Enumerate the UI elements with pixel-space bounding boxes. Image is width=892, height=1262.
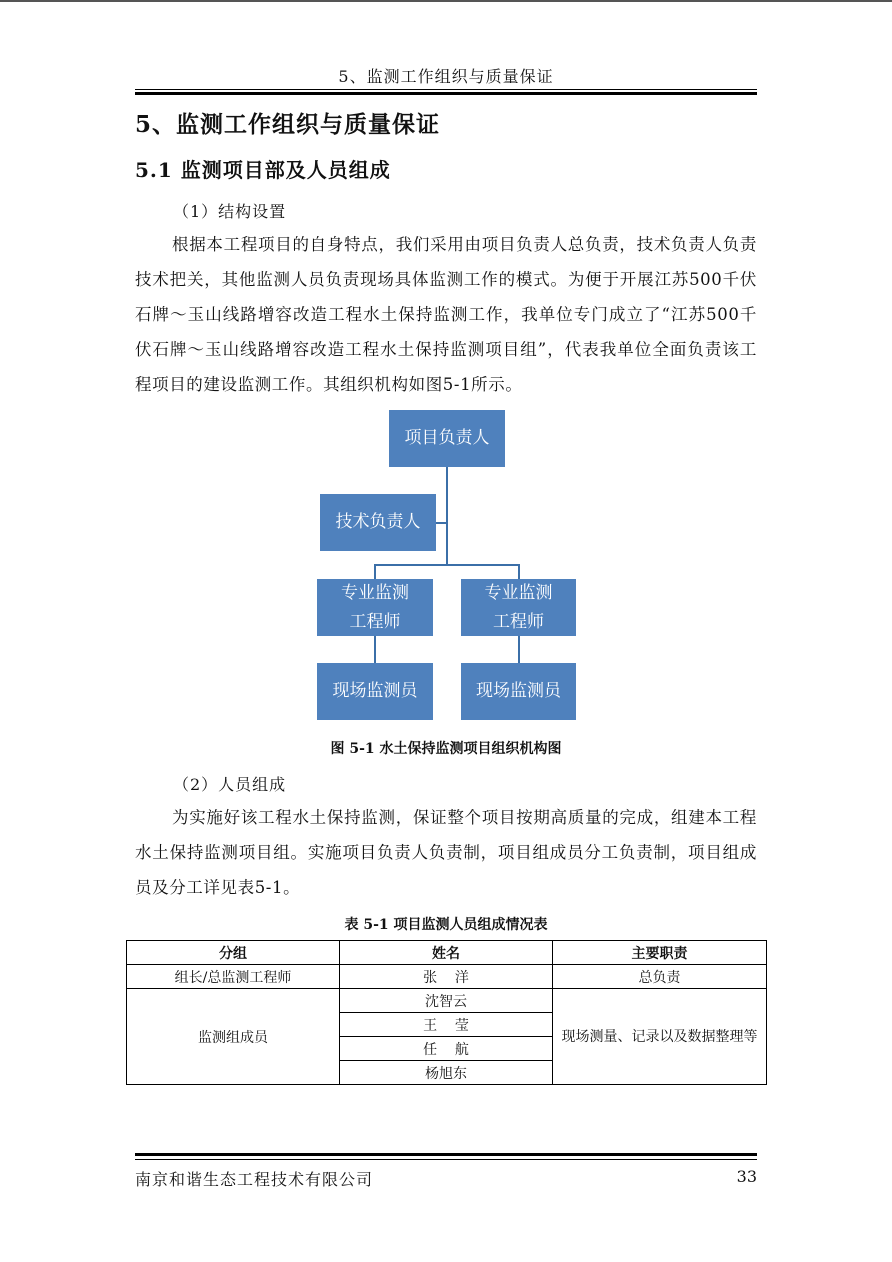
table-row	[127, 965, 767, 989]
subsection-title: 5.1 监测项目部及人员组成	[135, 158, 391, 182]
footer-rule-thick	[135, 1153, 757, 1156]
org-box-label: 现场监测员	[332, 681, 418, 701]
column-header-name: 姓名	[340, 941, 553, 965]
org-box-field-right	[461, 663, 576, 720]
cell-duty: 总负责	[553, 965, 767, 989]
page-top-edge	[0, 0, 892, 2]
column-header-group: 分组	[127, 941, 340, 965]
table-title: 表 5-1 项目监测人员组成情况表	[344, 917, 548, 933]
part2-paragraph: 为实施好该工程水土保持监测，保证整个项目按期高质量的完成，组建本工程水土保持监测项目组。实施项目负责人负责制，项目组成员分工负责制，项目组成员及分工详见表5-1。	[135, 808, 757, 897]
figure-caption: 图 5-1 水土保持监测项目组织机构图	[330, 741, 562, 757]
org-box-label: 技术负责人	[335, 512, 421, 532]
org-box-label: 专业监测 工程师	[484, 582, 553, 632]
org-box-tech-leader	[320, 494, 436, 551]
org-box-engineer-right	[461, 579, 576, 636]
org-box-field-left	[317, 663, 433, 720]
part2-heading: （2）人员组成	[173, 775, 287, 794]
header-rule-thin	[135, 89, 757, 90]
cell-group: 监测组成员	[127, 989, 340, 1085]
connector-right-field	[518, 636, 520, 663]
cell-group: 组长/总监测工程师	[127, 965, 340, 989]
section-title: 5、监测工作组织与质量保证	[135, 111, 441, 138]
connector-horizontal	[374, 564, 520, 566]
cell-name: 王 莹	[340, 1013, 553, 1037]
footer-company: 南京和谐生态工程技术有限公司	[135, 1170, 374, 1189]
org-box-label: 专业监测 工程师	[341, 582, 409, 632]
table-header-row	[127, 941, 767, 965]
running-header: 5、监测工作组织与质量保证	[338, 67, 554, 86]
org-box-label: 项目负责人	[404, 428, 490, 448]
cell-name: 沈智云	[340, 989, 553, 1013]
footer-rule-thin	[135, 1159, 757, 1160]
column-header-duty: 主要职责	[553, 941, 767, 965]
part1-heading: （1）结构设置	[173, 202, 287, 221]
staff-table	[126, 940, 767, 1085]
org-box-engineer-left	[317, 579, 433, 636]
cell-name: 张 洋	[340, 965, 553, 989]
cell-name: 杨旭东	[340, 1061, 553, 1085]
cell-name: 任 航	[340, 1037, 553, 1061]
org-box-label: 现场监测员	[476, 681, 561, 701]
cell-duty-text: 现场测量、记录以及数据整理等	[561, 1028, 758, 1045]
page-number: 33	[736, 1167, 757, 1186]
connector-tech	[436, 522, 447, 524]
org-box-project-leader	[389, 410, 505, 467]
connector-left-field	[374, 636, 376, 663]
header-rule-thick	[135, 92, 757, 95]
table-row	[127, 989, 767, 1013]
connector-vertical-main	[446, 467, 448, 565]
part1-paragraph: 根据本工程项目的自身特点，我们采用由项目负责人总负责，技术负责人负责技术把关，其他监测人员负责现场具体监测工作的模式。为便于开展江苏500千伏石牌～玉山线路增容改造工程水土保持监测工作，我单位专门成立了“江苏500千伏石牌～玉山线路增容改造工程水土保持监测项目组”，代表我单位全面负责该工程项目的建设监测工作。其组织机构如图5-1所示。	[135, 235, 757, 394]
cell-duty	[553, 989, 767, 1085]
